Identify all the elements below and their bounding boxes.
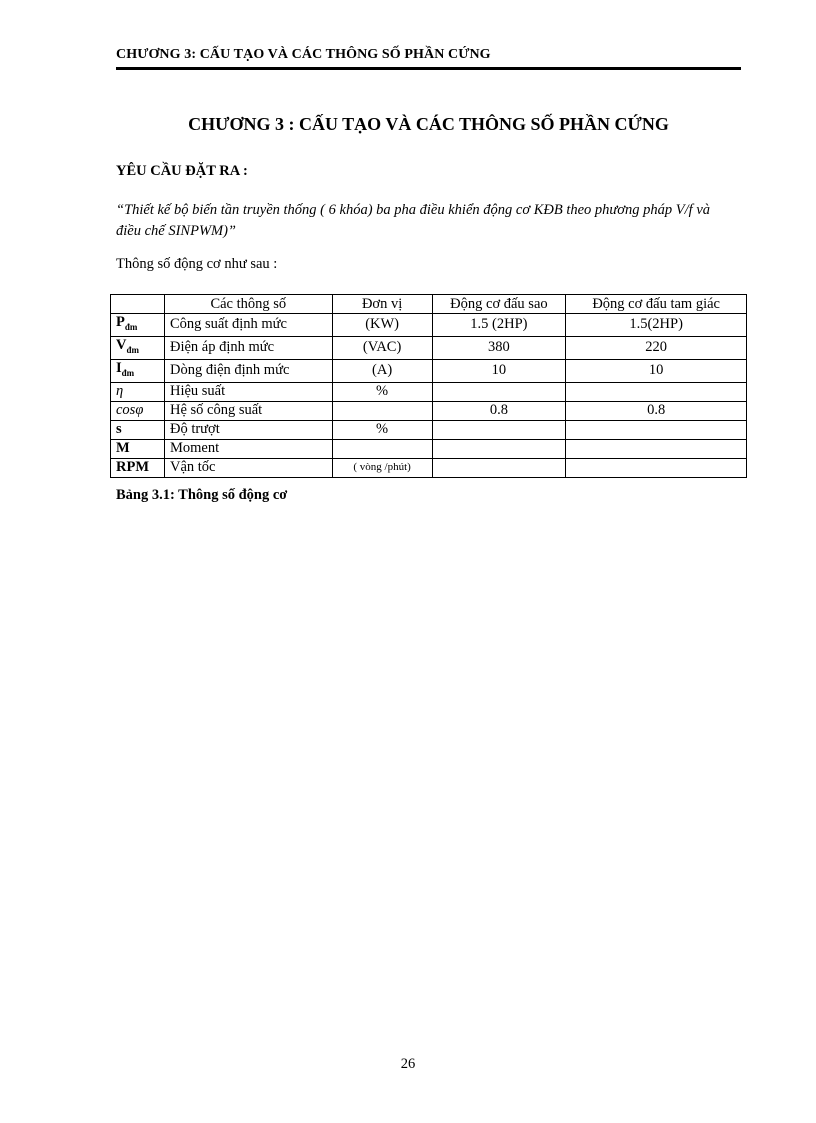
table-header-cell: Động cơ đấu sao	[432, 295, 566, 314]
section-heading: YÊU CẦU ĐẶT RA :	[116, 163, 248, 179]
requirement-text: “Thiết kế bộ biến tần truyền thống ( 6 khóa) ba pha điều khiển động cơ KĐB theo phương pháp V/f và điều chế SINPWM)”	[116, 202, 711, 239]
table-header-cell: Các thông số	[164, 295, 332, 314]
param-cell: Độ trượt	[164, 420, 332, 439]
param-cell: Hệ số công suất	[164, 401, 332, 420]
chapter-title: CHƯƠNG 3 : CẤU TẠO VÀ CÁC THÔNG SỐ PHẦN CỨNG	[188, 114, 669, 134]
delta-value-cell	[566, 382, 747, 401]
unit-cell: %	[332, 420, 432, 439]
symbol-cell: $I_{đm}$	[111, 359, 165, 382]
star-value-cell	[432, 382, 566, 401]
delta-value-cell: 0.8	[566, 401, 747, 420]
symbol-cell: s	[111, 420, 165, 439]
unit-cell: (VAC)	[332, 336, 432, 359]
star-value-cell: 10	[432, 359, 566, 382]
table-row	[111, 420, 747, 439]
delta-value-cell	[566, 458, 747, 477]
star-value-cell: 380	[432, 336, 566, 359]
delta-value-cell	[566, 439, 747, 458]
delta-value-cell	[566, 420, 747, 439]
delta-value-cell: 10	[566, 359, 747, 382]
table-header-cell: Đơn vị	[332, 295, 432, 314]
param-cell: Dòng điện định mức	[164, 359, 332, 382]
unit-cell: (KW)	[332, 314, 432, 337]
table-row	[111, 336, 747, 359]
symbol-cell: η	[111, 382, 165, 401]
unit-cell	[332, 439, 432, 458]
param-cell: Vận tốc	[164, 458, 332, 477]
table-row	[111, 458, 747, 477]
symbol-cell: $V_{đm}$	[111, 336, 165, 359]
table-caption: Bảng 3.1: Thông số động cơ	[116, 487, 288, 503]
table-header-cell: Động cơ đấu tam giác	[566, 295, 747, 314]
unit-cell: %	[332, 382, 432, 401]
param-cell: Moment	[164, 439, 332, 458]
symbol-cell: RPM	[111, 458, 165, 477]
star-value-cell	[432, 420, 566, 439]
header-rule	[116, 67, 741, 70]
motor-spec-table	[110, 294, 747, 478]
star-value-cell	[432, 458, 566, 477]
symbol-cell: M	[111, 439, 165, 458]
table-row	[111, 401, 747, 420]
param-cell: Công suất định mức	[164, 314, 332, 337]
delta-value-cell: 1.5(2HP)	[566, 314, 747, 337]
intro-text: Thông số động cơ như sau :	[116, 256, 278, 272]
unit-cell: ( vòng /phút)	[332, 458, 432, 477]
table-row	[111, 359, 747, 382]
table-header-row	[111, 295, 747, 314]
table-header-cell	[111, 295, 165, 314]
star-value-cell: 0.8	[432, 401, 566, 420]
param-cell: Hiệu suất	[164, 382, 332, 401]
symbol-cell: cosφ	[111, 401, 165, 420]
star-value-cell	[432, 439, 566, 458]
star-value-cell: 1.5 (2HP)	[432, 314, 566, 337]
running-header: CHƯƠNG 3: CẤU TẠO VÀ CÁC THÔNG SỐ PHẦN CỨNG	[116, 47, 491, 62]
table-row	[111, 439, 747, 458]
param-cell: Điện áp định mức	[164, 336, 332, 359]
table-row	[111, 382, 747, 401]
symbol-cell: $P_{đm}$	[111, 314, 165, 337]
table-row	[111, 314, 747, 337]
unit-cell: (A)	[332, 359, 432, 382]
unit-cell	[332, 401, 432, 420]
page-number: 26	[400, 1056, 416, 1072]
delta-value-cell: 220	[566, 336, 747, 359]
